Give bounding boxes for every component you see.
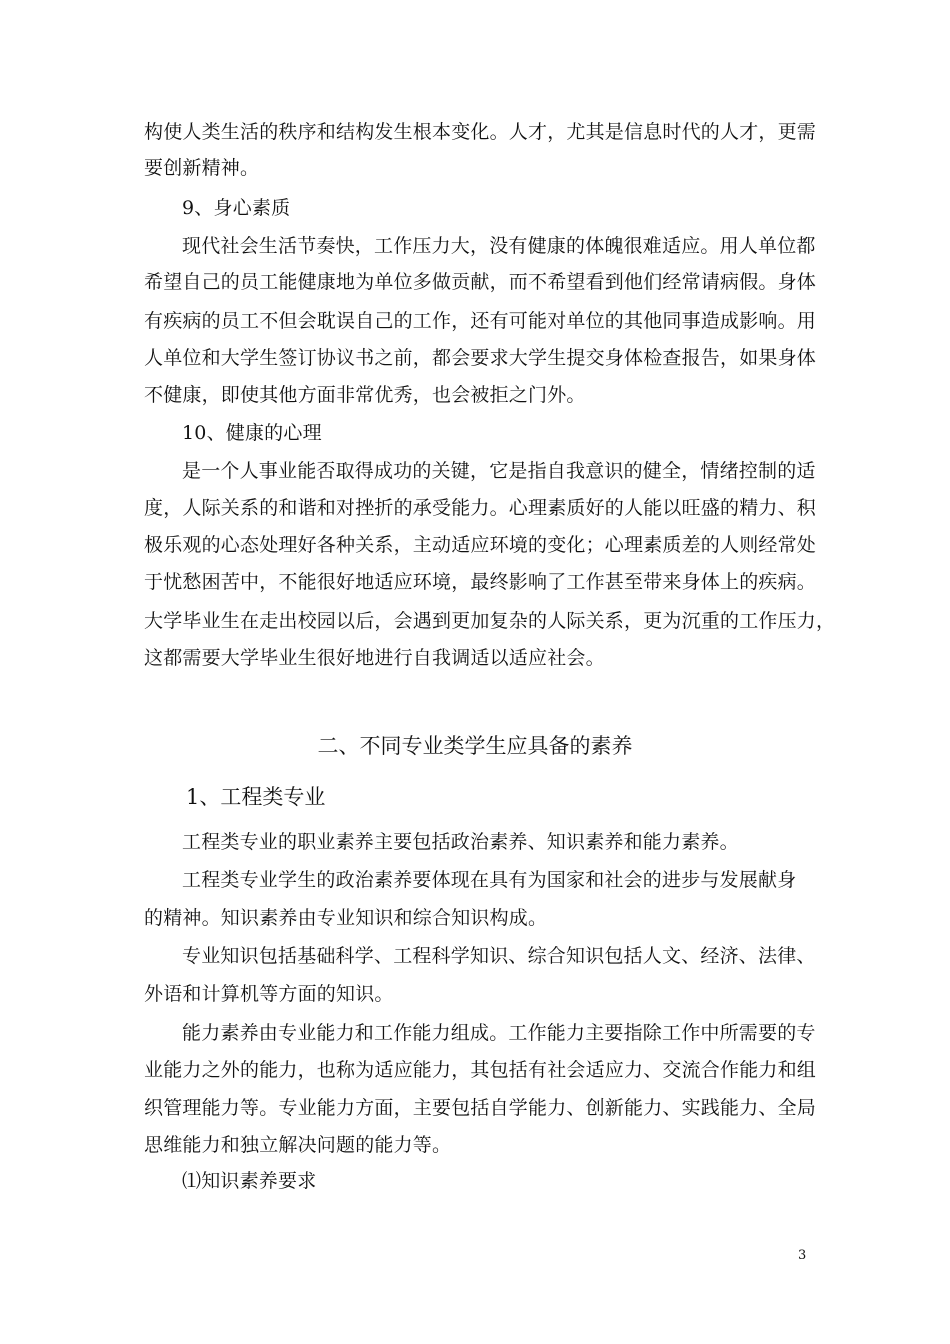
- body-text-line: 外语和计算机等方面的知识。: [144, 983, 394, 1005]
- body-text-line: 工程类专业学生的政治素养要体现在具有为国家和社会的进步与发展献身: [182, 869, 797, 891]
- body-text-line: 希望自己的员工能健康地为单位多做贡献，而不希望看到他们经常请病假。身体: [144, 271, 817, 293]
- body-text-line: 大学毕业生在走出校园以后，会遇到更加复杂的人际关系，更为沉重的工作压力，: [144, 610, 836, 632]
- body-text-line: 构使人类生活的秩序和结构发生根本变化。人才，尤其是信息时代的人才，更需: [144, 121, 817, 143]
- body-text-line: 有疾病的员工不但会耽误自己的工作，还有可能对单位的其他同事造成影响。用: [144, 310, 817, 332]
- body-text-line: 专业知识包括基础科学、工程科学知识、综合知识包括人文、经济、法律、: [182, 945, 816, 967]
- item-heading-knowledge: ⑴知识素养要求: [182, 1170, 317, 1192]
- item-heading-9: 9、身心素质: [182, 197, 291, 219]
- body-text-line: 织管理能力等。专业能力方面，主要包括自学能力、创新能力、实践能力、全局: [144, 1097, 817, 1119]
- body-text-line: 能力素养由专业能力和工作能力组成。工作能力主要指除工作中所需要的专: [182, 1022, 816, 1044]
- body-text-line: 不健康，即使其他方面非常优秀，也会被拒之门外。: [144, 384, 586, 406]
- body-text-line: 是一个人事业能否取得成功的关键，它是指自我意识的健全，情绪控制的适: [182, 460, 816, 482]
- body-text-line: 的精神。知识素养由专业知识和综合知识构成。: [144, 907, 548, 929]
- section-title: 二、不同专业类学生应具备的素养: [317, 734, 633, 758]
- body-text-line: 度，人际关系的和谐和对挫折的承受能力。心理素质好的人能以旺盛的精力、积: [144, 497, 817, 519]
- body-text-line: 人单位和大学生签订协议书之前，都会要求大学生提交身体检查报告，如果身体: [144, 347, 817, 369]
- page-number: 3: [798, 1248, 807, 1263]
- item-heading-10: 10、健康的心理: [182, 422, 322, 444]
- body-text-line: 业能力之外的能力，也称为适应能力，其包括有社会适应力、交流合作能力和组: [144, 1059, 817, 1081]
- body-text-line: 极乐观的心态处理好各种关系，主动适应环境的变化；心理素质差的人则经常处: [144, 534, 817, 556]
- body-text-line: 要创新精神。: [144, 157, 260, 179]
- subsection-title: 1、工程类专业: [186, 785, 326, 809]
- body-text-line: 现代社会生活节奏快，工作压力大，没有健康的体魄很难适应。用人单位都: [182, 235, 816, 257]
- body-text-line: 于忧愁困苦中，不能很好地适应环境，最终影响了工作甚至带来身体上的疾病。: [144, 571, 817, 593]
- body-text-line: 思维能力和独立解决问题的能力等。: [144, 1134, 452, 1156]
- body-text-line: 这都需要大学毕业生很好地进行自我调适以适应社会。: [144, 647, 605, 669]
- body-text-line: 工程类专业的职业素养主要包括政治素养、知识素养和能力素养。: [182, 831, 739, 853]
